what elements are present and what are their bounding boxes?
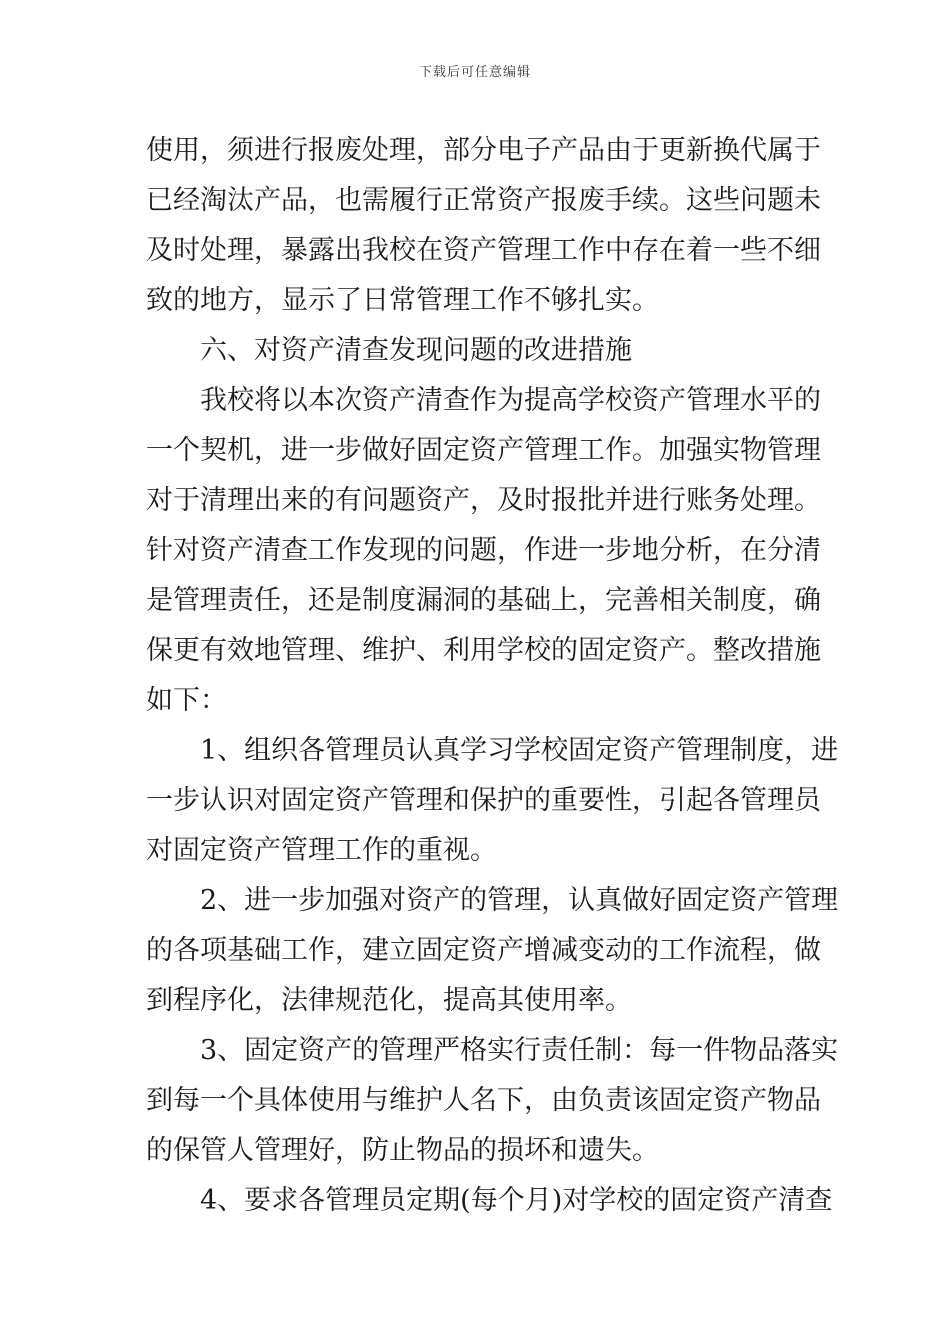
text-line: 的各项基础工作，建立固定资产增减变动的工作流程，做 bbox=[146, 935, 821, 966]
text-line: 对固定资产管理工作的重视。 bbox=[146, 835, 497, 866]
text-line: 一步认识对固定资产管理和保护的重要性，引起各管理员 bbox=[146, 785, 821, 816]
text-line: 针对资产清查工作发现的问题，作进一步地分析，在分清 bbox=[146, 535, 821, 566]
text-line: 及时处理，暴露出我校在资产管理工作中存在着一些不细 bbox=[146, 235, 821, 266]
document-body bbox=[146, 126, 839, 1226]
page-header: 下载后可任意编辑 bbox=[418, 65, 531, 80]
text-line: 致的地方，显示了日常管理工作不够扎实。 bbox=[146, 285, 659, 316]
text-line: 4、要求各管理员定期(每个月)对学校的固定资产清查 bbox=[200, 1185, 833, 1216]
text-line: 保更有效地管理、维护、利用学校的固定资产。整改措施 bbox=[146, 635, 821, 666]
text-line: 1、组织各管理员认真学习学校固定资产管理制度，进 bbox=[200, 735, 839, 766]
text-line: 到程序化，法律规范化，提高其使用率。 bbox=[146, 985, 632, 1016]
text-line: 3、固定资产的管理严格实行责任制：每一件物品落实 bbox=[200, 1035, 839, 1066]
text-line: 一个契机，进一步做好固定资产管理工作。加强实物管理 bbox=[146, 435, 821, 466]
text-line: 对于清理出来的有问题资产，及时报批并进行账务处理。 bbox=[146, 485, 821, 516]
text-line: 是管理责任，还是制度漏洞的基础上，完善相关制度，确 bbox=[146, 585, 821, 616]
text-line: 2、进一步加强对资产的管理，认真做好固定资产管理 bbox=[200, 885, 839, 916]
text-line: 已经淘汰产品，也需履行正常资产报废手续。这些问题未 bbox=[146, 185, 821, 216]
text-line: 到每一个具体使用与维护人名下，由负责该固定资产物品 bbox=[146, 1085, 821, 1116]
text-line: 使用，须进行报废处理，部分电子产品由于更新换代属于 bbox=[146, 135, 821, 166]
text-line: 六、对资产清查发现问题的改进措施 bbox=[200, 335, 632, 366]
text-line: 的保管人管理好，防止物品的损坏和遗失。 bbox=[146, 1135, 659, 1166]
text-line: 我校将以本次资产清查作为提高学校资产管理水平的 bbox=[200, 385, 821, 416]
text-line: 如下： bbox=[146, 685, 227, 716]
